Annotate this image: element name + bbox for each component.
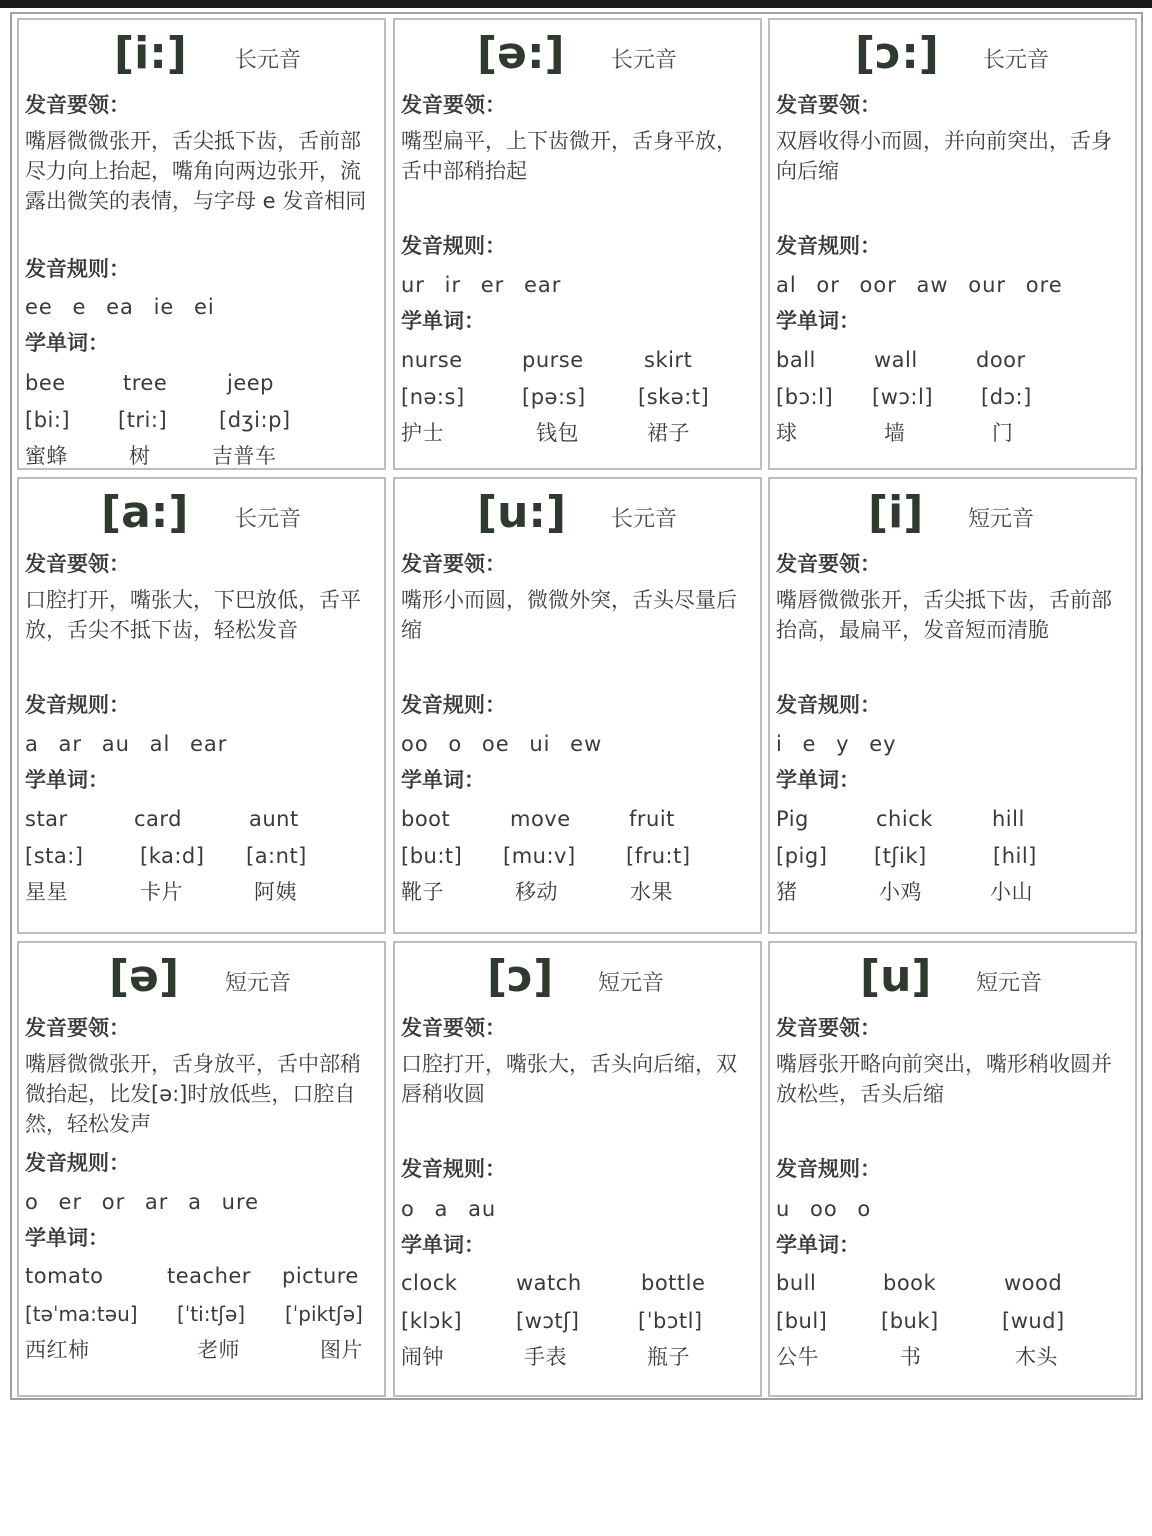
vocab-heading: 学单词：	[25, 768, 109, 792]
vocab-ipa: [bul]	[776, 1309, 828, 1333]
vocab-word: hill	[992, 807, 1025, 831]
tips-heading: 发音要领：	[401, 1016, 506, 1040]
vocab-heading: 学单词：	[25, 331, 109, 355]
tips-text: 嘴唇张开略向前突出，嘴形稍收圆并放松些，舌头后缩	[776, 1052, 1112, 1106]
vocab-heading: 学单词：	[401, 768, 485, 792]
vocab-word: bull	[776, 1271, 817, 1295]
vocab-word: nurse	[401, 348, 463, 372]
vocab-ipa: [a:nt]	[246, 844, 307, 868]
vocab-word: bottle	[641, 1271, 706, 1295]
vocab-meaning: 图片	[320, 1338, 363, 1362]
tips-heading: 发音要领：	[25, 93, 130, 117]
vocab-meaning: 手表	[524, 1345, 567, 1369]
vocab-heading: 学单词：	[776, 1233, 860, 1257]
vocab-ipa: [ka:d]	[140, 844, 205, 868]
phoneme-card-short-o	[393, 941, 762, 1397]
vocab-meaning: 裙子	[647, 421, 690, 445]
tips-text: 嘴型扁平，上下齿微开，舌身平放，舌中部稍抬起	[401, 129, 737, 183]
phoneme-symbol: [u]	[860, 951, 932, 1002]
phoneme-card-short-schwa	[17, 941, 386, 1397]
vocab-ipa: [dɔ:]	[981, 385, 1032, 409]
vocab-meaning: 小山	[990, 880, 1033, 904]
vocab-meaning: 公牛	[776, 1345, 819, 1369]
vocab-ipa: [bi:]	[25, 408, 71, 432]
vocab-ipa: [ˈbɔtl]	[638, 1309, 703, 1333]
phoneme-type: 长元音	[235, 48, 302, 73]
rules-heading: 发音规则：	[25, 257, 130, 281]
vocab-ipa: [wɔ:l]	[872, 385, 934, 409]
tips-text: 双唇收得小而圆，并向前突出，舌身向后缩	[776, 129, 1112, 183]
vocab-ipa: [sta:]	[25, 844, 84, 868]
phoneme-symbol: [ə]	[109, 951, 180, 1002]
vocab-word: tree	[123, 371, 168, 395]
phoneme-type: 长元音	[611, 507, 678, 532]
vocab-ipa: [dʒi:p]	[219, 408, 291, 432]
tips-text: 嘴唇微微张开，舌尖抵下齿，舌前部尽力向上抬起，嘴角向两边张开，流露出微笑的表情，与字母 e 发音相同	[25, 129, 367, 213]
vocab-meaning: 星星	[25, 880, 68, 904]
rules-text: oo o oe ui ew	[401, 732, 603, 756]
vocab-word: wood	[1004, 1271, 1063, 1295]
vocab-meaning: 闹钟	[401, 1345, 444, 1369]
phoneme-symbol: [ɔ]	[487, 951, 554, 1002]
phoneme-card-long-o	[768, 18, 1137, 470]
rules-heading: 发音规则：	[25, 1151, 130, 1175]
tips-heading: 发音要领：	[25, 1016, 130, 1040]
rules-text: o er or ar a ure	[25, 1190, 260, 1214]
rules-heading: 发音规则：	[401, 693, 506, 717]
vocab-ipa: [klɔk]	[401, 1309, 463, 1333]
vocab-meaning: 移动	[515, 880, 558, 904]
vocab-heading: 学单词：	[25, 1226, 109, 1250]
vocab-meaning: 木头	[1015, 1345, 1058, 1369]
vocab-ipa: [bɔ:l]	[776, 385, 834, 409]
rules-heading: 发音规则：	[776, 693, 881, 717]
vocab-meaning: 书	[900, 1345, 922, 1369]
rules-text: u oo o	[776, 1197, 872, 1221]
rules-text: o a au	[401, 1197, 497, 1221]
vocab-meaning: 吉普车	[212, 444, 277, 468]
vocab-ipa: [ˈpiktʃə]	[285, 1302, 363, 1326]
rules-heading: 发音规则：	[776, 234, 881, 258]
vocab-ipa: [pig]	[776, 844, 828, 868]
phoneme-symbol: [u:]	[477, 487, 567, 538]
tips-heading: 发音要领：	[25, 552, 130, 576]
vocab-word: purse	[522, 348, 584, 372]
phoneme-symbol: [i:]	[114, 28, 187, 79]
vocab-word: card	[134, 807, 183, 831]
rules-heading: 发音规则：	[776, 1157, 881, 1181]
phoneme-type: 短元音	[968, 507, 1035, 532]
rules-text: i e y ey	[776, 732, 897, 756]
rules-text: al or oor aw our ore	[776, 273, 1063, 297]
vocab-ipa: [tʃik]	[874, 844, 927, 868]
tips-text: 嘴唇微微张开，舌尖抵下齿，舌前部抬高，最扁平，发音短而清脆	[776, 588, 1112, 642]
vocab-meaning: 猪	[776, 880, 798, 904]
vocab-ipa: [mu:v]	[503, 844, 576, 868]
vocab-word: tomato	[25, 1264, 104, 1288]
vocab-meaning: 树	[129, 444, 151, 468]
tips-text: 嘴唇微微张开，舌身放平，舌中部稍微抬起，比发[ə:]时放低些，口腔自然，轻松发声	[25, 1052, 361, 1136]
rules-heading: 发音规则：	[25, 693, 130, 717]
vocab-meaning: 小鸡	[879, 880, 922, 904]
tips-heading: 发音要领：	[776, 1016, 881, 1040]
phoneme-card-long-er	[393, 18, 762, 470]
tips-heading: 发音要领：	[776, 552, 881, 576]
phoneme-type: 短元音	[598, 971, 665, 996]
vocab-meaning: 卡片	[140, 880, 183, 904]
vocab-meaning: 门	[992, 421, 1014, 445]
vocab-word: boot	[401, 807, 451, 831]
vocab-word: aunt	[249, 807, 299, 831]
vocab-ipa: [tri:]	[118, 408, 168, 432]
rules-heading: 发音规则：	[401, 234, 506, 258]
vocab-ipa: [wud]	[1002, 1309, 1065, 1333]
phoneme-type: 长元音	[611, 48, 678, 73]
rules-heading: 发音规则：	[401, 1157, 506, 1181]
vocab-word: watch	[516, 1271, 582, 1295]
vocab-meaning: 老师	[197, 1338, 240, 1362]
vocab-word: picture	[282, 1264, 359, 1288]
vocab-ipa: [təˈma:təu]	[25, 1302, 138, 1326]
vocab-word: star	[25, 807, 68, 831]
phoneme-type: 长元音	[983, 48, 1050, 73]
vocab-ipa: [hil]	[993, 844, 1037, 868]
tips-text: 嘴形小而圆，微微外突，舌头尽量后缩	[401, 588, 737, 642]
phoneme-symbol: [ɔ:]	[855, 28, 939, 79]
tips-heading: 发音要领：	[401, 93, 506, 117]
tips-text: 口腔打开，嘴张大，舌头向后缩，双唇稍收圆	[401, 1052, 737, 1106]
vocab-meaning: 钱包	[536, 421, 579, 445]
vocab-word: Pig	[776, 807, 809, 831]
tips-heading: 发音要领：	[776, 93, 881, 117]
vocab-ipa: [skə:t]	[638, 385, 710, 409]
vocab-word: jeep	[227, 371, 275, 395]
phoneme-card-short-u	[768, 941, 1137, 1397]
vocab-ipa: [fru:t]	[626, 844, 691, 868]
vocab-ipa: [ˈti:tʃə]	[177, 1302, 246, 1326]
top-bar	[0, 0, 1152, 8]
phoneme-symbol: [i]	[868, 487, 924, 538]
vocab-heading: 学单词：	[776, 768, 860, 792]
phoneme-card-long-u	[393, 477, 762, 934]
vocab-word: wall	[874, 348, 918, 372]
vocab-meaning: 球	[776, 421, 798, 445]
vocab-word: ball	[776, 348, 816, 372]
vocab-meaning: 靴子	[401, 880, 444, 904]
vocab-word: door	[976, 348, 1026, 372]
vocab-word: chick	[876, 807, 933, 831]
vocab-heading: 学单词：	[401, 309, 485, 333]
phoneme-symbol: [a:]	[101, 487, 189, 538]
vocab-meaning: 水果	[630, 880, 673, 904]
vocab-ipa: [wɔtʃ]	[516, 1309, 580, 1333]
phoneme-symbol: [ə:]	[477, 28, 565, 79]
vocab-heading: 学单词：	[401, 1233, 485, 1257]
phoneme-card-long-a	[17, 477, 386, 934]
vocab-word: book	[883, 1271, 937, 1295]
vocab-ipa: [nə:s]	[401, 385, 465, 409]
vocab-ipa: [bu:t]	[401, 844, 463, 868]
vocab-meaning: 西红柿	[25, 1338, 90, 1362]
vocab-word: bee	[25, 371, 66, 395]
phoneme-type: 短元音	[976, 971, 1043, 996]
vocab-meaning: 阿姨	[254, 880, 297, 904]
rules-text: ee e ea ie ei	[25, 295, 215, 319]
vocab-word: fruit	[629, 807, 675, 831]
rules-text: a ar au al ear	[25, 732, 228, 756]
vocab-word: skirt	[644, 348, 693, 372]
vocab-meaning: 瓶子	[647, 1345, 690, 1369]
vocab-word: clock	[401, 1271, 458, 1295]
tips-heading: 发音要领：	[401, 552, 506, 576]
tips-text: 口腔打开，嘴张大，下巴放低，舌平放，舌尖不抵下齿，轻松发音	[25, 588, 361, 642]
vocab-word: teacher	[167, 1264, 251, 1288]
vocab-meaning: 蜜蜂	[25, 444, 68, 468]
vocab-ipa: [pə:s]	[522, 385, 586, 409]
phoneme-type: 短元音	[225, 971, 292, 996]
vocab-meaning: 墙	[884, 421, 906, 445]
phoneme-card-short-i	[768, 477, 1137, 934]
vocab-meaning: 护士	[401, 421, 444, 445]
vocab-ipa: [buk]	[881, 1309, 939, 1333]
phoneme-type: 长元音	[235, 507, 302, 532]
vocab-word: move	[510, 807, 571, 831]
rules-text: ur ir er ear	[401, 273, 562, 297]
phoneme-card-long-i	[17, 18, 386, 470]
vocab-heading: 学单词：	[776, 309, 860, 333]
